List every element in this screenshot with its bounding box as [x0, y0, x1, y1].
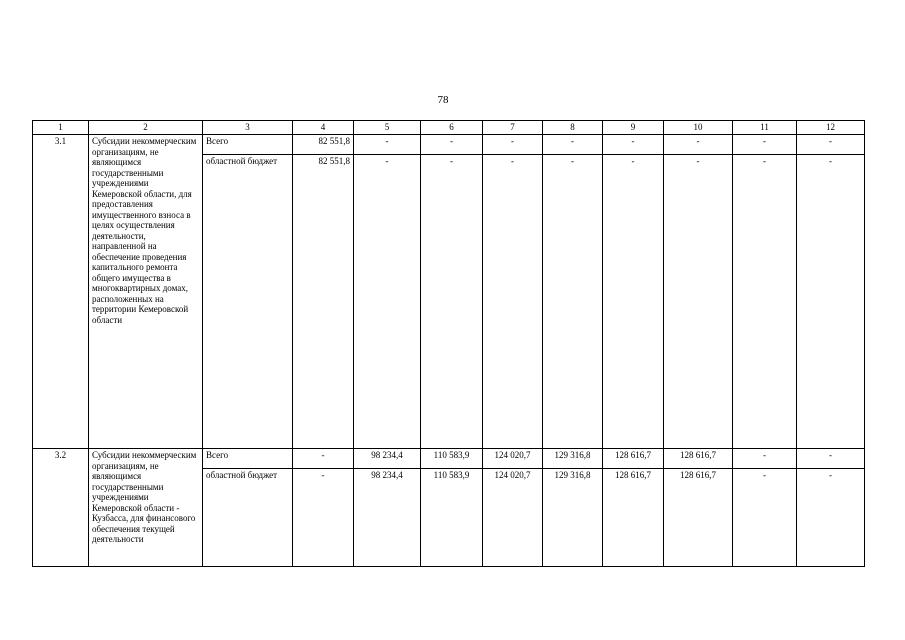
value-cell: - — [603, 155, 664, 449]
value-cell: - — [421, 135, 483, 155]
table-row — [33, 135, 865, 155]
budget-table — [32, 120, 865, 567]
column-number: 11 — [733, 121, 797, 135]
page-number: 78 — [437, 94, 449, 106]
table-row — [33, 449, 865, 469]
value-cell: - — [797, 469, 865, 567]
value-cell: - — [543, 135, 603, 155]
column-number: 9 — [603, 121, 664, 135]
item-number: 3.1 — [33, 135, 89, 449]
value-cell: - — [483, 155, 543, 449]
value-cell: - — [797, 135, 865, 155]
value-cell: - — [293, 469, 354, 567]
item-description: Субсидии некоммерческим организациям, не являющимся государственными учреждениями Кемеровской области - Кузбасса, для финансового обеспечения текущей деятельности — [89, 449, 203, 567]
column-number: 2 — [89, 121, 203, 135]
value-cell: - — [603, 135, 664, 155]
value-cell: 98 234,4 — [354, 469, 421, 567]
column-number: 1 — [33, 121, 89, 135]
value-cell: - — [483, 135, 543, 155]
column-number: 4 — [293, 121, 354, 135]
value-cell: 128 616,7 — [664, 449, 733, 469]
funding-source: Всего — [203, 135, 293, 155]
column-number: 8 — [543, 121, 603, 135]
value-cell: - — [543, 155, 603, 449]
column-number: 12 — [797, 121, 865, 135]
value-cell: 128 616,7 — [603, 469, 664, 567]
funding-source: Всего — [203, 449, 293, 469]
value-cell: - — [733, 449, 797, 469]
funding-source: областной бюджет — [203, 469, 293, 567]
funding-source: областной бюджет — [203, 155, 293, 449]
value-cell: - — [421, 155, 483, 449]
value-cell: - — [293, 449, 354, 469]
value-cell: - — [733, 469, 797, 567]
column-number: 6 — [421, 121, 483, 135]
value-cell: 124 020,7 — [483, 449, 543, 469]
column-number-row — [33, 121, 865, 135]
value-cell: - — [354, 135, 421, 155]
value-cell: 98 234,4 — [354, 449, 421, 469]
value-cell: - — [797, 449, 865, 469]
value-cell: 82 551,8 — [293, 155, 354, 449]
value-cell: 110 583,9 — [421, 469, 483, 567]
value-cell: - — [664, 135, 733, 155]
value-cell: 124 020,7 — [483, 469, 543, 567]
value-cell: 110 583,9 — [421, 449, 483, 469]
value-cell: 128 616,7 — [603, 449, 664, 469]
value-cell: 129 316,8 — [543, 469, 603, 567]
value-cell: 129 316,8 — [543, 449, 603, 469]
value-cell: 128 616,7 — [664, 469, 733, 567]
value-cell: 82 551,8 — [293, 135, 354, 155]
item-number: 3.2 — [33, 449, 89, 567]
value-cell: - — [664, 155, 733, 449]
value-cell: - — [354, 155, 421, 449]
column-number: 10 — [664, 121, 733, 135]
value-cell: - — [797, 155, 865, 449]
column-number: 5 — [354, 121, 421, 135]
item-description: Субсидии некоммерческим организациям, не являющимся государственными учреждениями Кемеровской области, для предоставления имущественного взноса в целях осуществления деятельности, направленной на обеспечение проведения капитального ремонта общего имущества в многоквартирных домах, расположенных на территории Кемеровской области — [89, 135, 203, 449]
value-cell: - — [733, 155, 797, 449]
value-cell: - — [733, 135, 797, 155]
column-number: 3 — [203, 121, 293, 135]
column-number: 7 — [483, 121, 543, 135]
